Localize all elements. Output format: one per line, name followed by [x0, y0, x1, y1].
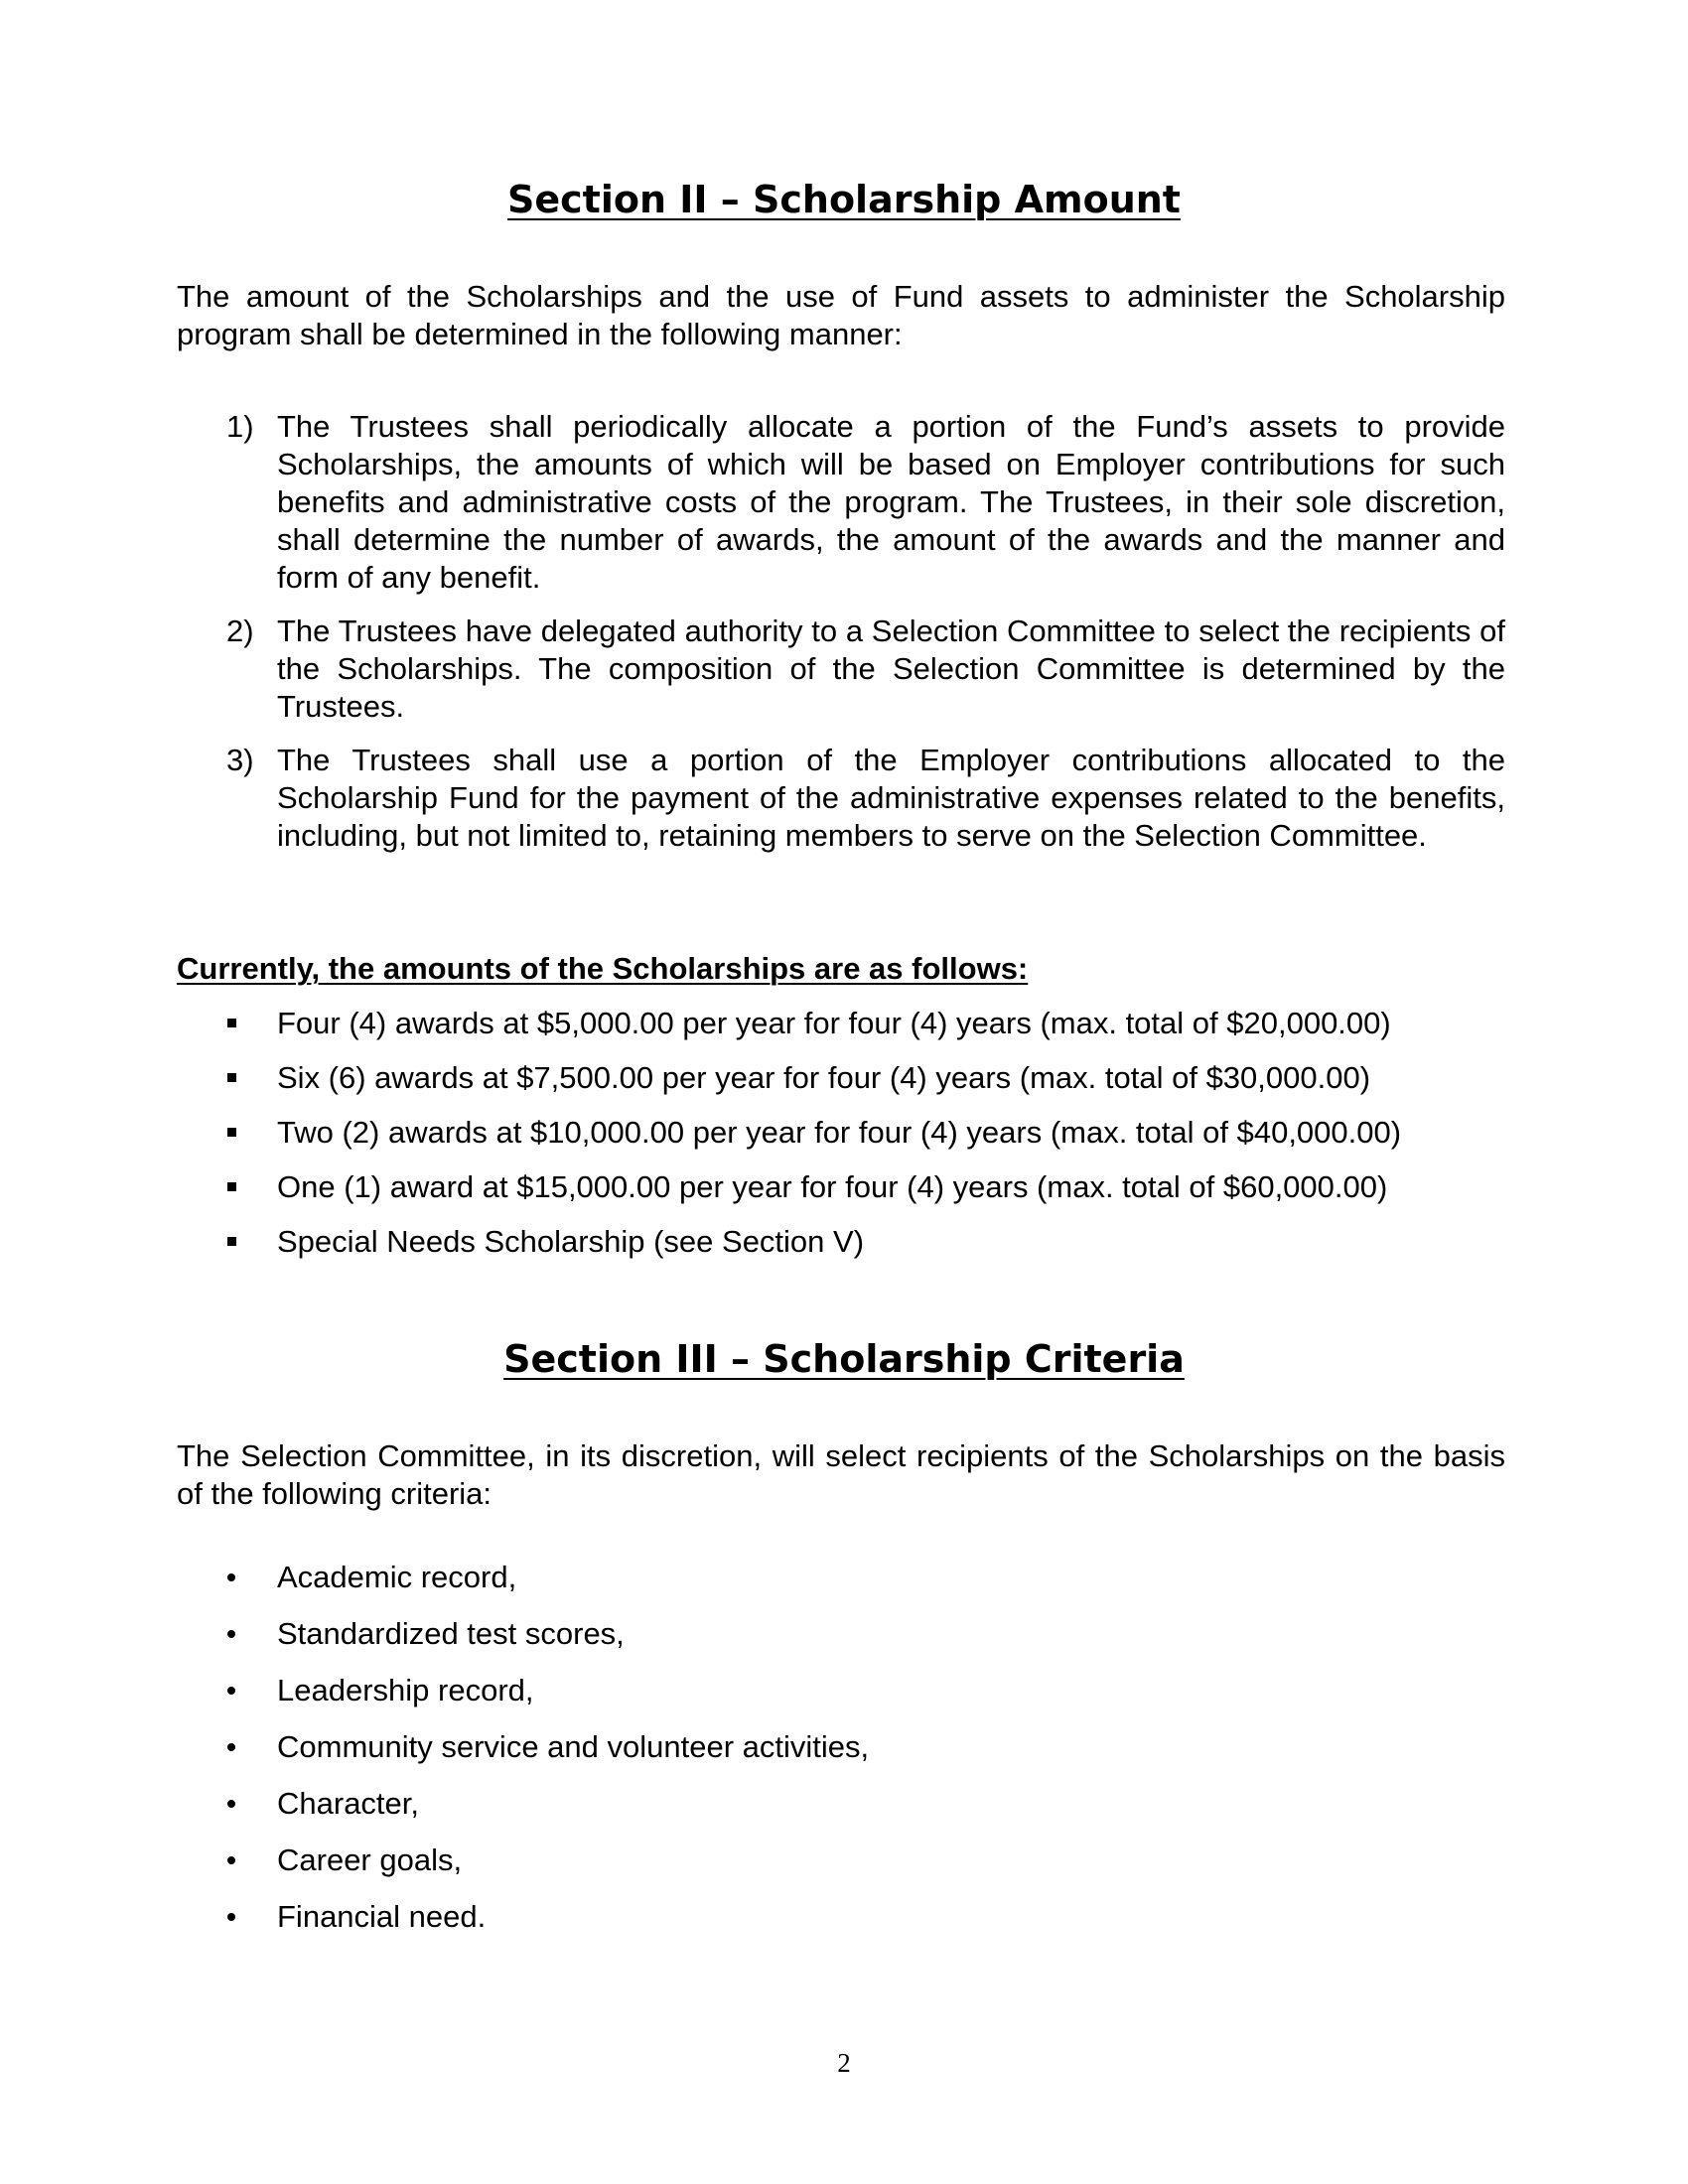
numbered-item	[177, 613, 1505, 726]
square-bullet-icon	[227, 1182, 236, 1191]
list-item	[177, 1728, 1505, 1766]
amount-text: Two (2) awards at $10,000.00 per year for four (4) years (max. total of $40,000.00)	[277, 1115, 1402, 1150]
criterion-text: Academic record,	[277, 1560, 517, 1594]
square-bullet-icon	[227, 1019, 236, 1027]
list-item	[177, 1842, 1505, 1879]
amount-text: Four (4) awards at $5,000.00 per year for four (4) years (max. total of $20,000.00)	[277, 1006, 1391, 1040]
list-item	[177, 1059, 1505, 1097]
item-text: The Trustees shall periodically allocate a portion of the Fund’s assets to provide Scholarships, the amounts of which will be based on Employer contributions for such benefits and administrative costs of the program. The Trustees, in their sole discretion, shall determine the number of awards, the amount of the awards and the manner and form of any benefit.	[277, 409, 1505, 595]
criterion-text: Character,	[277, 1786, 420, 1821]
amount-text: One (1) award at $15,000.00 per year for four (4) years (max. total of $60,000.00)	[277, 1169, 1388, 1204]
square-bullet-icon	[227, 1237, 236, 1246]
list-item	[177, 1223, 1505, 1261]
section-ii-heading: Section II – Scholarship Amount	[507, 178, 1181, 221]
item-text: The Trustees shall use a portion of the Employer contributions allocated to the Scholarship Fund for the payment of the administrative expenses related to the benefits, including, but not limited to, retaining members to serve on the Selection Committee.	[277, 743, 1505, 853]
item-number: 2)	[226, 614, 254, 648]
item-number: 1)	[226, 409, 254, 444]
numbered-item	[177, 408, 1505, 597]
amount-text: Special Needs Scholarship (see Section V)	[277, 1224, 865, 1259]
list-item	[177, 1785, 1505, 1823]
criteria-list	[177, 1559, 1505, 1936]
list-item	[177, 1898, 1505, 1936]
list-item	[177, 1168, 1505, 1206]
round-bullet-icon	[227, 1800, 235, 1808]
section-iii-heading: Section III – Scholarship Criteria	[503, 1337, 1185, 1381]
square-bullet-icon	[227, 1073, 236, 1082]
round-bullet-icon	[227, 1687, 235, 1695]
item-number: 3)	[226, 743, 254, 777]
list-item	[177, 1559, 1505, 1596]
list-item	[177, 1615, 1505, 1653]
item-text: The Trustees have delegated authority to a Selection Committee to select the recipients of the Scholarships. The composition of the Selection Committee is determined by the Trustees.	[277, 614, 1505, 724]
square-bullet-icon	[227, 1128, 236, 1137]
criterion-text: Leadership record,	[277, 1673, 534, 1707]
amounts-subheading: Currently, the amounts of the Scholarships are as follows:	[177, 951, 1029, 986]
section-iii-intro: The Selection Committee, in its discretion, will select recipients of the Scholarships on the basis of the following criteria:	[177, 1438, 1505, 1511]
criterion-text: Community service and volunteer activities,	[277, 1729, 870, 1764]
numbered-item	[177, 742, 1505, 855]
page-number: 2	[837, 2048, 851, 2078]
amounts-list	[177, 1005, 1505, 1261]
criterion-text: Standardized test scores,	[277, 1616, 625, 1651]
section-ii-intro: The amount of the Scholarships and the use of Fund assets to administer the Scholarship program shall be determined in the following manner:	[177, 279, 1505, 351]
amount-text: Six (6) awards at $7,500.00 per year for four (4) years (max. total of $30,000.00)	[277, 1060, 1371, 1095]
list-item	[177, 1005, 1505, 1042]
round-bullet-icon	[227, 1630, 235, 1638]
list-item	[177, 1672, 1505, 1709]
list-item	[177, 1114, 1505, 1152]
criterion-text: Financial need.	[277, 1899, 487, 1934]
round-bullet-icon	[227, 1856, 235, 1864]
round-bullet-icon	[227, 1913, 235, 1921]
criterion-text: Career goals,	[277, 1843, 463, 1877]
section-ii-numbered-list	[177, 408, 1505, 855]
round-bullet-icon	[227, 1743, 235, 1751]
round-bullet-icon	[227, 1573, 235, 1581]
